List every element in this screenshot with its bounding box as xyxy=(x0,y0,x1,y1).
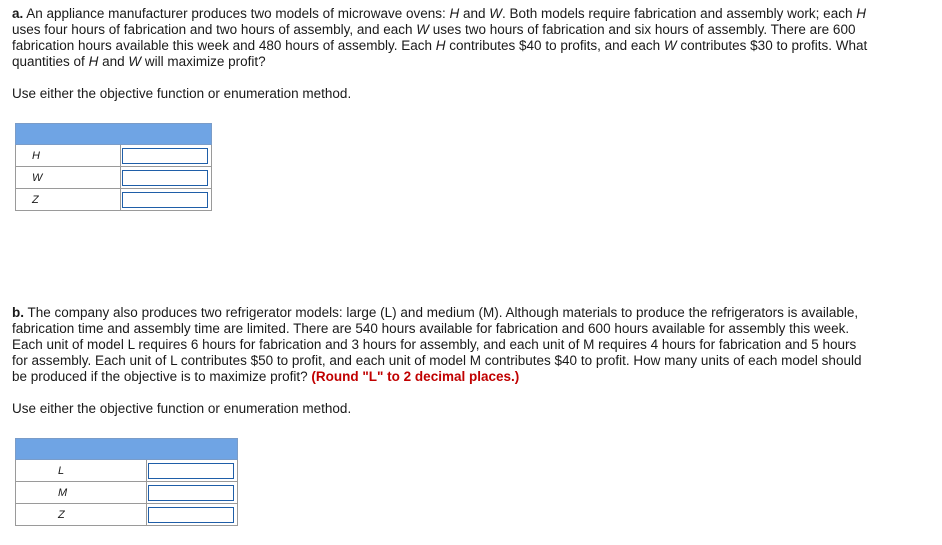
question-text-segment: will maximize profit? xyxy=(141,54,266,69)
variable-name: H xyxy=(856,6,866,21)
question-text-segment: . Both models require fabrication and assembly work; each xyxy=(502,6,857,21)
question-text-segment: contributes $40 to profits, and each xyxy=(445,38,664,53)
row-label-l: L xyxy=(16,460,147,482)
variable-name: H xyxy=(449,6,460,21)
table-row xyxy=(16,504,238,526)
answer-input-w[interactable] xyxy=(122,170,208,186)
answer-table-a xyxy=(15,123,212,211)
answer-input-z-b[interactable] xyxy=(148,507,234,523)
question-b-letter: b. xyxy=(12,305,24,320)
answer-input-l[interactable] xyxy=(148,463,234,479)
question-b-instruction: Use either the objective function or enumeration method. xyxy=(12,401,352,416)
variable-name: W xyxy=(663,38,677,53)
question-b-body: The company also produces two refrigerator models: large (L) and medium (M). Although materials to produce the refrigerators is available, fabrication time and assembly time are limited. There are 540 hours available for fabrication and 600 hours available for assembly this week. Each unit of model L requires 6 hours for fabrication and 3 hours for assembly, and each unit of M requires 4 hours for fabrication and 5 hours for assembly. Each unit of L contributes $50 to profit, and each unit of model M contributes $40 to profit. How many units of each model should be produced if the objective is to maximize profit? xyxy=(12,305,862,384)
question-a-text xyxy=(12,6,872,70)
answer-table-b xyxy=(15,438,238,526)
table-row xyxy=(16,460,238,482)
question-a-body xyxy=(12,6,867,69)
question-text-segment: and xyxy=(459,6,490,21)
table-a-header xyxy=(16,124,212,145)
row-label-m: M xyxy=(16,482,147,504)
rounding-note: (Round "L" to 2 decimal places.) xyxy=(311,369,520,384)
row-label-w: W xyxy=(16,167,121,189)
question-text-segment: contributes $30 to profits. What quantities of xyxy=(12,38,868,69)
answer-input-m[interactable] xyxy=(148,485,234,501)
answer-input-h[interactable] xyxy=(122,148,208,164)
variable-name: H xyxy=(435,38,446,53)
variable-name: W xyxy=(128,54,142,69)
table-row xyxy=(16,145,212,167)
row-label-z-a: Z xyxy=(16,189,121,211)
table-row xyxy=(16,482,238,504)
variable-name: W xyxy=(416,22,429,37)
question-text-segment: uses four hours of fabrication and two hours of assembly, and each xyxy=(12,22,417,37)
table-row xyxy=(16,189,212,211)
question-text-segment: uses two hours of fabrication and six hours of assembly. There are 600 fabrication hours available this week and 480 hours of assembly. Each xyxy=(12,22,856,53)
table-row xyxy=(16,167,212,189)
variable-name: H xyxy=(88,54,99,69)
row-label-z-b: Z xyxy=(16,504,147,526)
answer-input-z-a[interactable] xyxy=(122,192,208,208)
question-text-segment: An appliance manufacturer produces two models of microwave ovens: xyxy=(23,6,450,21)
variable-name: W xyxy=(489,6,503,21)
question-a-instruction: Use either the objective function or enumeration method. xyxy=(12,86,352,101)
question-b-text xyxy=(12,305,872,385)
table-b-header xyxy=(16,439,238,460)
row-label-h: H xyxy=(16,145,121,167)
question-a-letter: a. xyxy=(12,6,24,21)
question-text-segment: and xyxy=(98,54,129,69)
